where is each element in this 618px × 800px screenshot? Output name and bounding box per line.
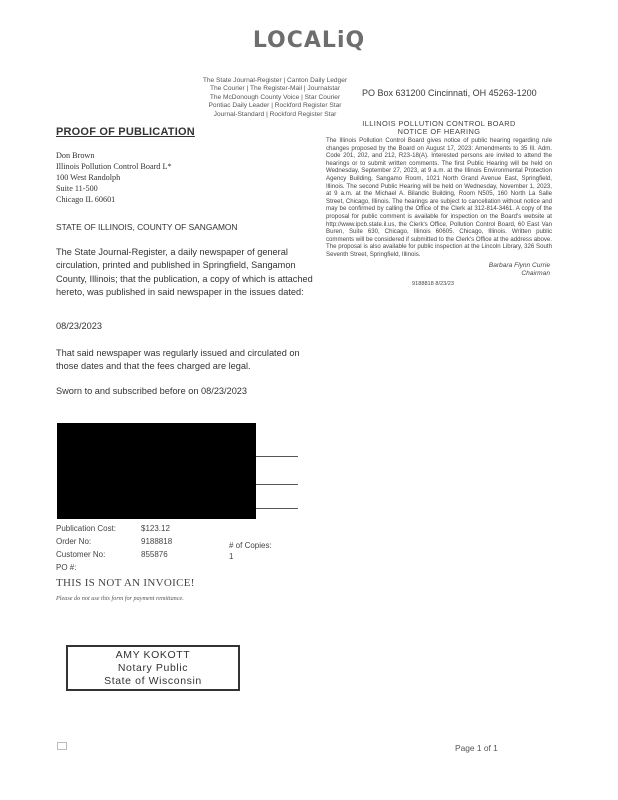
customer-no-label: Customer No: xyxy=(56,550,106,559)
signature-line xyxy=(256,456,298,457)
order-no-label: Order No: xyxy=(56,537,92,546)
copies-label: # of Copies: xyxy=(229,541,272,550)
notice-body: The Illinois Pollution Control Board gives notice of public hearing regarding rule changes proposed by the Board on August 17, 2023: Amendments to 35 Ill. Adm. Code 201, 202, and 212, R23-18(A). Interested persons are invited to attend the hearings or to submit written comments. The first Public Hearing will be held on Wednesday, September 27, 2023, at 9 a.m. at the Illinois Environmental Protection Agency Building, Sangamo Room, 1021 North Grand Avenue East, Springfield, Illinois. The second Public Hearing will be held on Wednesday, November 1, 2023, at 9 a.m. at the Michael A. Bilandic Building, Room N505, 160 North La Salle Street, Chicago, Illinois. The hearings are subject to cancellation without notice and may be confirmed by calling the Office of the Clerk at 312-814-3461. A copy of the proposal for public comment is available for inspection on the Board's website at http://www.ipcb.state.il.us, the Clerk's Office, Pollution Control Board, 60 East Van Buren, Suite 630, Chicago, Illinois 60605. Chicago, Illinois. Written public comments will be considered if submitted to the Clerk's Office at the address above. The proposal is also available for public inspection at the Lincoln Library, 326 South Seventh Street, Springfield, Illinois. xyxy=(326,137,552,258)
address-line: Chicago IL 60601 xyxy=(56,195,116,204)
notice-board-title: ILLINOIS POLLUTION CONTROL BOARD xyxy=(362,119,516,128)
notice-reference: 9188818 8/23/23 xyxy=(412,280,454,287)
signature-line xyxy=(256,484,298,485)
notary-name: AMY KOKOTT xyxy=(115,649,191,661)
page-number: Page 1 of 1 xyxy=(455,743,498,753)
not-invoice-notice: THIS IS NOT AN INVOICE! xyxy=(56,577,195,589)
edit-icon xyxy=(57,742,67,750)
newspaper-line: The State Journal-Register | Canton Daily Ledger xyxy=(202,77,348,84)
notary-state: State of Wisconsin xyxy=(104,675,202,687)
po-label: PO #: xyxy=(56,563,77,572)
address-line: Illinois Pollution Control Board L* xyxy=(56,162,172,171)
notice-signer-title: Chairman xyxy=(521,269,550,277)
address-line: 100 West Randolph xyxy=(56,173,121,182)
legal-notice-clipping xyxy=(326,120,552,287)
newspaper-line: Pontiac Daily Leader | Rockford Register Star xyxy=(208,102,342,110)
redacted-signature-block xyxy=(57,423,256,519)
newspaper-line: The Courier | The Register-Mail | Journalstar xyxy=(209,85,341,93)
newspaper-line: Journal-Standard | Rockford Register Star xyxy=(213,110,337,118)
payment-disclaimer: Please do not use this form for payment remittance. xyxy=(56,595,184,602)
newspaper-list xyxy=(190,77,360,119)
publication-cost-label: Publication Cost: xyxy=(56,524,117,533)
notary-title: Notary Public xyxy=(117,662,189,674)
customer-no-value: 855876 xyxy=(141,550,168,559)
newspaper-line: The McDonough County Voice | Star Courier xyxy=(209,93,341,101)
signature-line xyxy=(256,508,298,509)
recipient-address xyxy=(56,150,172,205)
sworn-statement: Sworn to and subscribed before on 08/23/2023 xyxy=(56,386,248,396)
notary-stamp xyxy=(66,645,240,691)
address-line: Don Brown xyxy=(56,151,95,160)
po-box-address: PO Box 631200 Cincinnati, OH 45263-1200 xyxy=(362,88,537,98)
notice-signer: Barbara Flynn Currie xyxy=(488,261,550,269)
copies-value: 1 xyxy=(229,552,234,561)
state-county-line: STATE OF ILLINOIS, COUNTY OF SANGAMON xyxy=(56,222,238,232)
localiq-logo: LOCALiQ xyxy=(252,28,366,53)
order-no-value: 9188818 xyxy=(141,537,173,546)
regular-issue-statement: That said newspaper was regularly issued and circulated on those dates and that the fees charged are legal. xyxy=(56,348,300,372)
publication-cost-value: $123.12 xyxy=(141,524,170,533)
publication-statement: The State Journal-Register, a daily newspaper of general circulation, printed and published in Springfield, Sangamon County, Illinois; that the publication, a copy of which is attached hereto, was published in said newspaper in the issues dated: xyxy=(56,247,313,298)
notice-hearing-title: NOTICE OF HEARING xyxy=(397,127,481,136)
address-line: Suite 11-500 xyxy=(56,184,98,193)
issue-date: 08/23/2023 xyxy=(56,321,102,331)
proof-title: PROOF OF PUBLICATION xyxy=(56,126,195,138)
